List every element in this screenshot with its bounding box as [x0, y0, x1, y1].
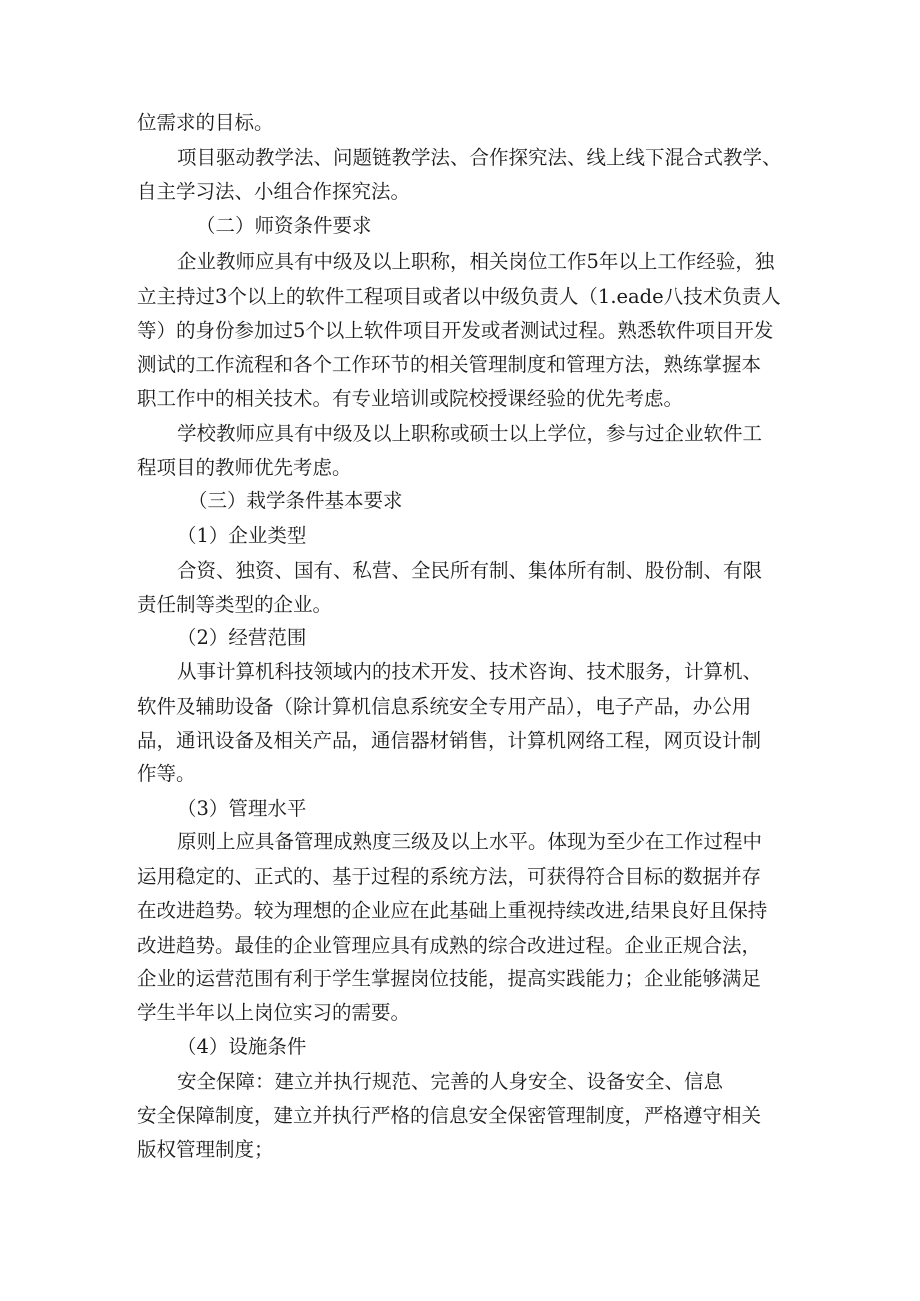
body-line: 运用稳定的、正式的、基于过程的系统方法，可获得符合目标的数据并存	[137, 865, 762, 888]
body-line: 职工作中的相关技术。有专业培训或院校授课经验的优先考虑。	[137, 387, 684, 410]
body-line: 学生半年以上岗位实习的需要。	[137, 1001, 411, 1024]
subheading-1: （1）企业类型	[177, 524, 307, 547]
subheading-4: （4）设施条件	[177, 1035, 307, 1058]
body-line: 安全保障：建立并执行规范、完善的人身安全、设备安全、信息	[177, 1070, 724, 1093]
body-line: 版权管理制度；	[137, 1138, 274, 1161]
body-line: 责任制等类型的企业。	[137, 593, 333, 616]
section-heading-3: （三）栽学条件基本要求	[188, 489, 403, 512]
body-line: 原则上应具备管理成熟度三级及以上水平。体现为至少在工作过程中	[177, 830, 763, 853]
body-line: 企业教师应具有中级及以上职称，相关岗位工作5年以上工作经验，独	[177, 250, 775, 273]
body-line: 企业的运营范围有利于学生掌握岗位技能，提高实践能力；企业能够满足	[137, 967, 762, 990]
body-line: 测试的工作流程和各个工作环节的相关管理制度和管理方法，熟练掌握本	[137, 353, 762, 376]
subheading-3: （3）管理水平	[177, 797, 307, 820]
body-line: 项目驱动教学法、问题链教学法、合作探究法、线上线下混合式教学、	[177, 146, 782, 169]
section-heading-2: （二）师资条件要求	[196, 214, 372, 237]
body-line: 在改进趋势。较为理想的企业应在此基础上重视持续改进,结果良好且保持	[137, 899, 768, 922]
body-line: 立主持过3个以上的软件工程项目或者以中级负责人（1.eade八技术负责人	[137, 285, 781, 308]
body-line: 自主学习法、小组合作探究法。	[137, 180, 411, 203]
subheading-2: （2）经营范围	[177, 626, 307, 649]
body-line: 安全保障制度，建立并执行严格的信息安全保密管理制度，严格遵守相关	[137, 1104, 762, 1127]
body-line: 软件及辅助设备（除计算机信息系统安全专用产品），电子产品，办公用	[137, 695, 752, 718]
body-line: 学校教师应具有中级及以上职称或硕士以上学位，参与过企业软件工	[177, 422, 763, 445]
body-line: 作等。	[137, 762, 196, 785]
body-line: 程项目的教师优先考虑。	[137, 456, 352, 479]
body-line: 从事计算机科技领域内的技术开发、技术咨询、技术服务，计算机、	[177, 660, 763, 683]
body-line: 品，通讯设备及相关产品，通信器材销售，计算机网络工程，网页设计制	[137, 729, 762, 752]
body-line: 等）的身份参加过5个以上软件项目开发或者测试过程。熟悉软件项目开发	[137, 319, 774, 342]
body-line: 位需求的目标。	[137, 111, 274, 134]
body-line: 改进趋势。最佳的企业管理应具有成熟的综合改进过程。企业正规合法，	[137, 934, 762, 957]
body-line: 合资、独资、国有、私营、全民所有制、集体所有制、股份制、有限	[177, 559, 763, 582]
